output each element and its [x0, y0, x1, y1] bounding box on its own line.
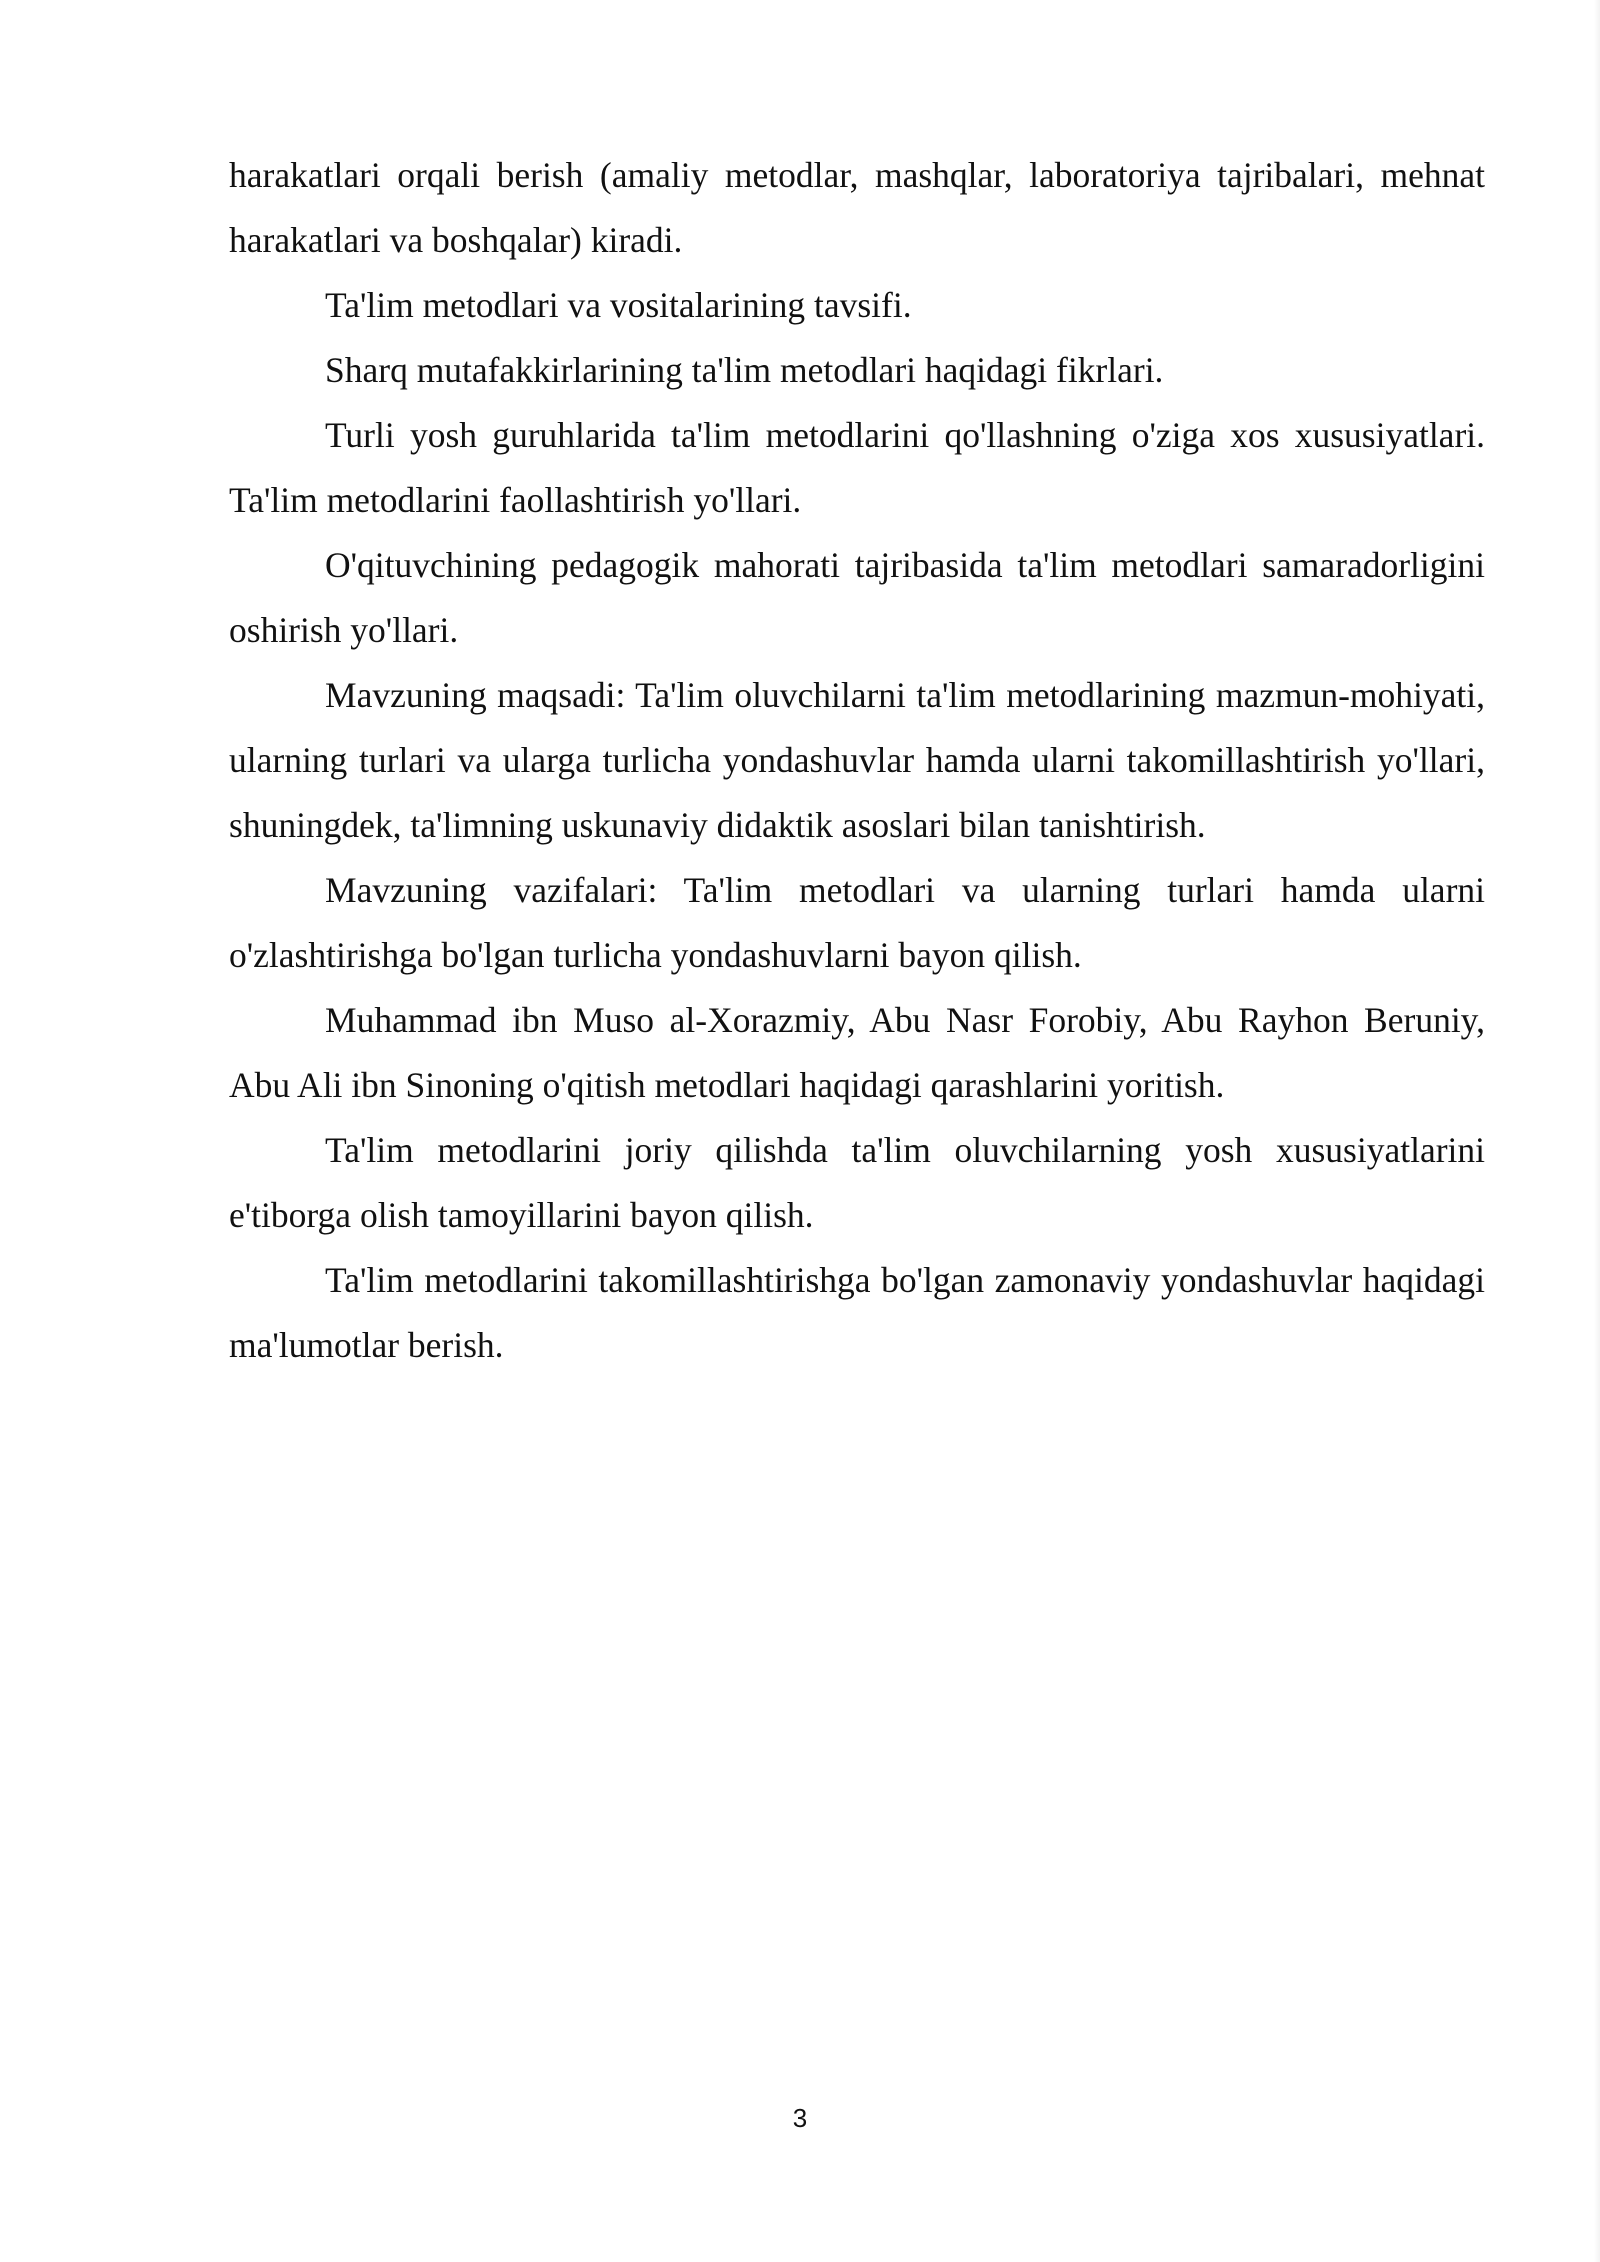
- paragraph-teacher-skill: O'qituvchining pedagogik mahorati tajribasida ta'lim metodlari samaradorligini oshirish yo'llari.: [229, 545, 1485, 650]
- paragraph-age-groups: Turli yosh guruhlarida ta'lim metodlarini qo'llashning o'ziga xos xususiyatlari. Ta'lim metodlarini faollashtirish yo'llari.: [229, 415, 1485, 520]
- paragraph-topic-tasks: Mavzuning vazifalari: Ta'lim metodlari va ularning turlari hamda ularni o'zlashtirishga bo'lgan turlicha yondashuvlarni bayon qilish.: [229, 870, 1485, 975]
- paragraph-age-principles: Ta'lim metodlarini joriy qilishda ta'lim oluvchilarning yosh xususiyatlarini e'tiborga olish tamoyillarini bayon qilish.: [229, 1130, 1485, 1235]
- paragraph-continuation: harakatlari orqali berish (amaliy metodlar, mashqlar, laboratoriya tajribalari, mehnat harakatlari va boshqalar) kiradi.: [229, 155, 1485, 260]
- page-number: 3: [792, 2103, 808, 2133]
- page-edge-shadow: [1594, 0, 1600, 2262]
- document-body: [229, 143, 1485, 1378]
- paragraph-scholars-views: Muhammad ibn Muso al-Xorazmiy, Abu Nasr Forobiy, Abu Rayhon Beruniy, Abu Ali ibn Sinoning o'qitish metodlari haqidagi qarashlarini yoritish.: [229, 1000, 1485, 1105]
- paragraph-topic-goal: Mavzuning maqsadi: Ta'lim oluvchilarni ta'lim metodlarining mazmun-mohiyati, ularning turlari va ularga turlicha yondashuvlar hamda ularni takomillashtirish yo'llari, shuningdek, ta'limning uskunaviy didaktik asoslari bilan tanishtirish.: [229, 675, 1485, 845]
- paragraph-modern-approaches: Ta'lim metodlarini takomillashtirishga bo'lgan zamonaviy yondashuvlar haqidagi ma'lumotlar berish.: [229, 1260, 1485, 1365]
- paragraph-methods-description: Ta'lim metodlari va vositalarining tavsifi.: [325, 285, 912, 325]
- paragraph-eastern-thinkers: Sharq mutafakkirlarining ta'lim metodlari haqidagi fikrlari.: [325, 350, 1164, 390]
